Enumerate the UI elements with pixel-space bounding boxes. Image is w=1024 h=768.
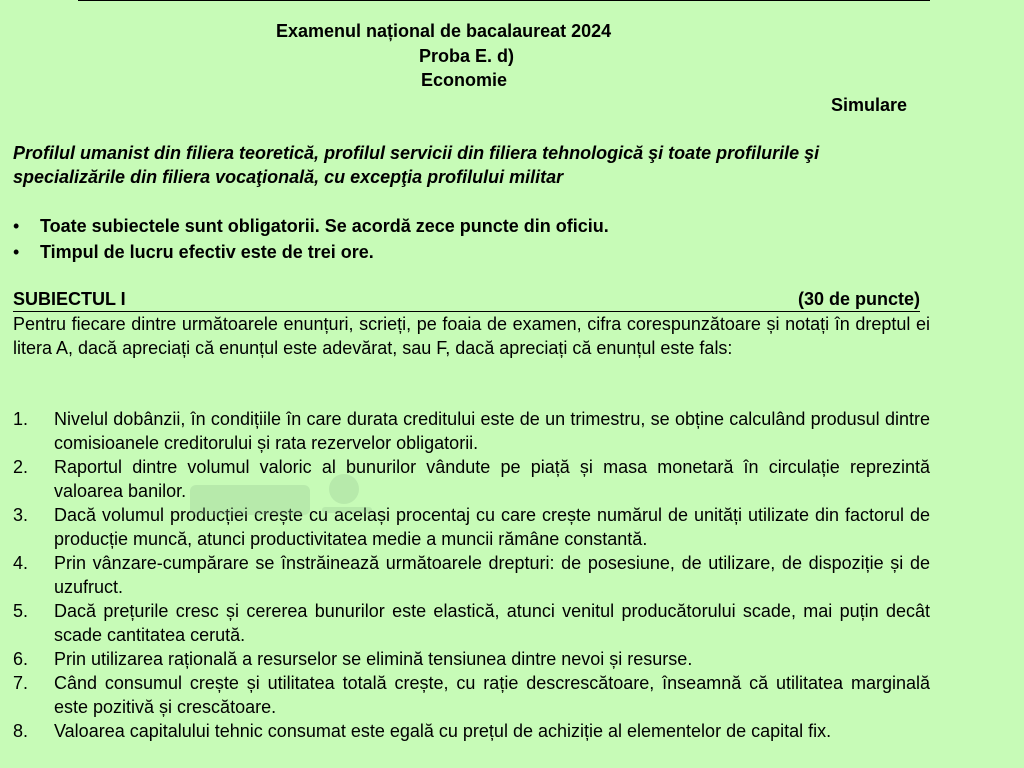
header-rule [78, 0, 930, 4]
rule-tick [464, 0, 465, 1]
statement-text: Prin vânzare-cumpărare se înstrăinează următoarele drepturi: de posesiune, de utilizare, de dispoziție și de uzufruct. [54, 553, 930, 597]
statement-text: Prin utilizarea rațională a resurselor se elimină tensiunea dintre nevoi și resurse. [54, 649, 693, 669]
rule-text: Timpul de lucru efectiv este de trei ore. [40, 242, 374, 262]
statement-item [13, 503, 930, 551]
statement-text: Nivelul dobânzii, în condițiile în care durata creditului este de un trimestru, se obține calculând produsul dintre comisioanele creditorului și rata rezervelor obligatorii. [54, 409, 930, 453]
statement-number: 8. [13, 721, 29, 741]
subject-heading [13, 287, 920, 312]
rule-text: Toate subiectele sunt obligatorii. Se acordă zece puncte din oficiu. [40, 216, 609, 236]
statement-item [13, 455, 930, 503]
bullet-icon: • [13, 242, 20, 262]
simulation-label: Simulare [831, 95, 908, 115]
statement-item [13, 647, 930, 671]
rule-item [13, 213, 930, 239]
rule-item [13, 239, 930, 265]
statement-number: 2. [13, 457, 29, 477]
statement-text: Dacă prețurile cresc și cererea bunurilor este elastică, atunci venitul producătorului scade, mai puțin decât scade cantitatea cerută. [54, 601, 930, 645]
statement-number: 5. [13, 601, 29, 621]
statement-text: Dacă volumul producției crește cu același procentaj cu care crește numărul de unități utilizate din factorul de producție muncă, atunci productivitatea medie a muncii rămâne constantă. [54, 505, 930, 549]
subject-instructions: Pentru fiecare dintre următoarele enunțuri, scrieți, pe foaia de examen, cifra corespunzătoare și notați în dreptul ei litera A, dacă apreciați că enunțul este adevărat, sau F, dacă apreciați că enunțul este fals: [13, 314, 930, 358]
statement-text: Raportul dintre volumul valoric al bunurilor vândute pe piață și masa monetară în circulație reprezintă valoarea banilor. [54, 457, 930, 501]
statement-number: 6. [13, 649, 29, 669]
subject-title: SUBIECTUL I [13, 289, 126, 309]
statement-item [13, 719, 930, 743]
statement-item [13, 599, 930, 647]
statement-list [13, 407, 930, 743]
rule-tick [694, 0, 695, 1]
statement-text: Valoarea capitalului tehnic consumat este egală cu prețul de achiziție al elementelor de capital fix. [54, 721, 832, 741]
subject-points: (30 de puncte) [797, 289, 920, 309]
statement-text: Când consumul crește și utilitatea totală crește, cu rație descrescătoare, înseamnă că utilitatea marginală este pozitivă și crescătoare. [54, 673, 930, 717]
test-code: Proba E. d) [419, 46, 515, 66]
statement-number: 4. [13, 553, 29, 573]
exam-rules [13, 213, 930, 265]
bullet-icon: • [13, 216, 20, 236]
statement-item [13, 671, 930, 719]
subject-name: Economie [421, 70, 508, 90]
statement-item [13, 551, 930, 599]
statement-number: 1. [13, 409, 29, 429]
exam-title: Examenul național de bacalaureat 2024 [276, 21, 612, 41]
profile-description: Profilul umanist din filiera teoretică, profilul servicii din filiera tehnologică şi toate profilurile şi specializările din filiera vocaţională, cu excepţia profilului militar [13, 143, 820, 187]
statement-number: 3. [13, 505, 29, 525]
statement-item [13, 407, 930, 455]
statement-number: 7. [13, 673, 29, 693]
